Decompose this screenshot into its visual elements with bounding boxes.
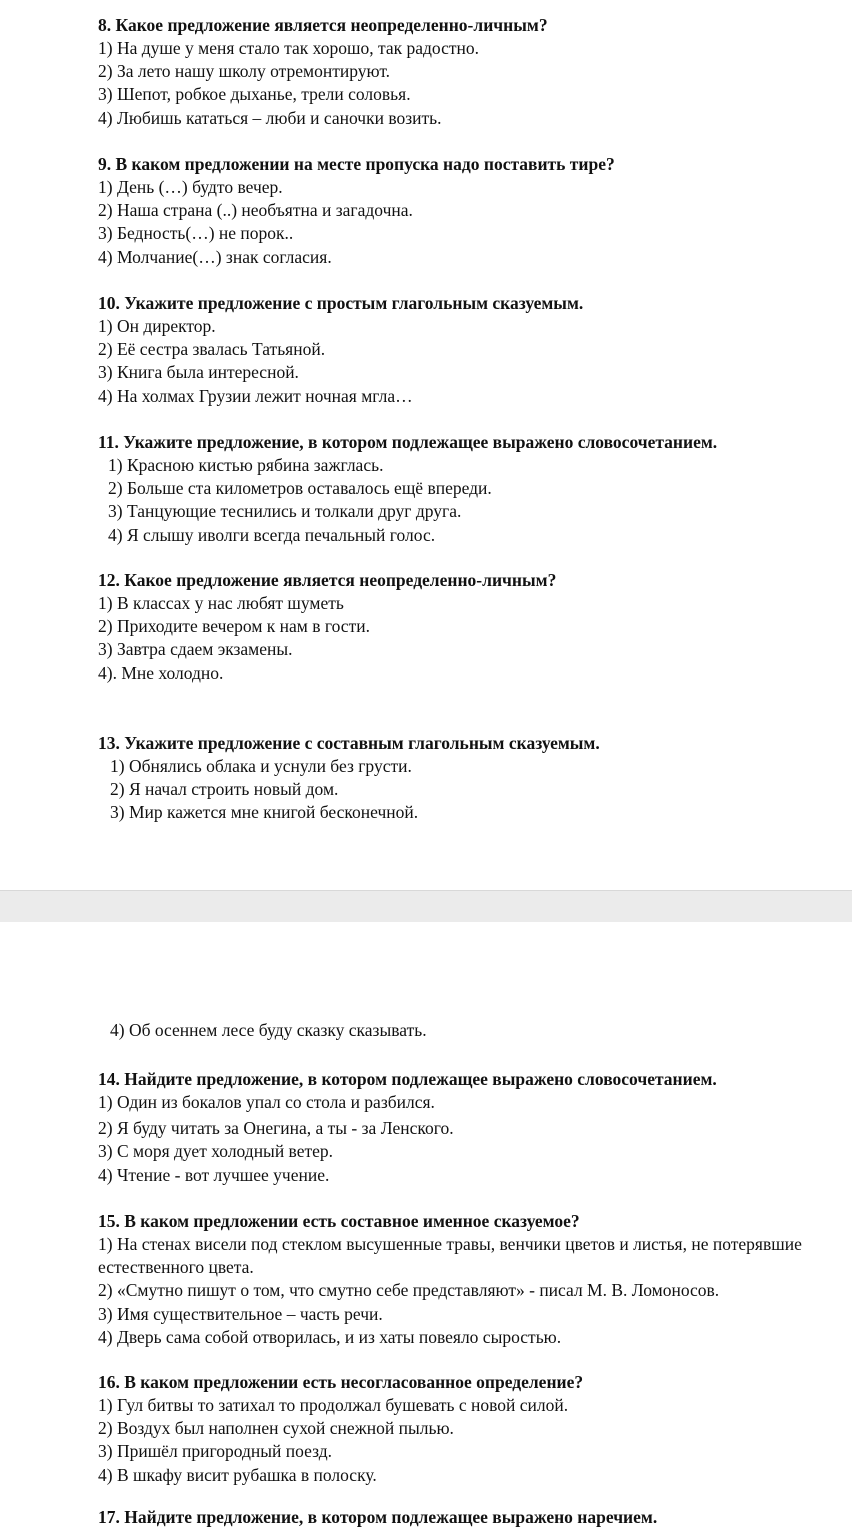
question-13	[98, 732, 842, 825]
answer-option: 2) Воздух был наполнен сухой снежной пылью.	[98, 1418, 454, 1439]
question-10	[98, 292, 842, 408]
answer-option: 4) Я слышу иволги всегда печальный голос.	[108, 524, 436, 545]
answer-option: 4) В шкафу висит рубашка в полоску.	[98, 1464, 377, 1485]
answer-option: 3) С моря дует холодный ветер.	[98, 1141, 334, 1162]
answer-option: 4) На холмах Грузии лежит ночная мгла…	[98, 385, 413, 406]
question-17-title-cut-off: 17. Найдите предложение, в котором подлежащее выражено наречием.	[98, 1507, 658, 1527]
answer-option: 2) Больше ста километров оставалось ещё впереди.	[108, 478, 492, 499]
answer-option: 1) Красною кистью рябина зажглась.	[108, 455, 384, 475]
answer-option: 1) На душе у меня стало так хорошо, так радостно.	[98, 38, 480, 58]
question-title: 13. Укажите предложение с составным глагольным сказуемым.	[98, 733, 600, 753]
page-break-gap	[0, 890, 852, 924]
answer-option: 3) Мир кажется мне книгой бесконечной.	[110, 802, 419, 823]
answer-option: 4) Дверь сама собой отворилась, и из хаты повеяло сыростью.	[98, 1326, 562, 1347]
answer-option: 2) Её сестра звалась Татьяной.	[98, 339, 326, 360]
answer-option: 1) День (…) будто вечер.	[98, 177, 283, 197]
question-14	[98, 1068, 842, 1187]
answer-option: 4) Чтение - вот лучшее учение.	[98, 1164, 330, 1185]
question-13-continued	[98, 1019, 842, 1042]
answer-option: 2) Я начал строить новый дом.	[110, 779, 339, 800]
question-title: 16. В каком предложении есть несогласованное определение?	[98, 1372, 584, 1392]
answer-option: 3) Книга была интересной.	[98, 362, 299, 383]
answer-option: 4) Любишь кататься – люби и саночки возить.	[98, 107, 442, 128]
answer-option: 2) Наша страна (..) необъятна и загадочна.	[98, 200, 413, 221]
answer-option: 1) В классах у нас любят шуметь	[98, 593, 344, 613]
question-16	[98, 1371, 842, 1487]
question-title: 11. Укажите предложение, в котором подлежащее выражено словосочетанием.	[98, 432, 718, 452]
answer-option: 3) Шепот, робкое дыханье, трели соловья.	[98, 84, 411, 105]
question-title: 14. Найдите предложение, в котором подлежащее выражено словосочетанием.	[98, 1069, 717, 1089]
question-8	[98, 14, 842, 130]
answer-option: 2) «Смутно пишут о том, что смутно себе представляют» - писал М. В. Ломоносов.	[98, 1280, 720, 1301]
question-11	[98, 431, 842, 547]
answer-option: 2) Приходите вечером к нам в гости.	[98, 616, 370, 637]
answer-option: 1) Он директор.	[98, 316, 216, 336]
question-15	[98, 1210, 824, 1349]
answer-option: 2) Я буду читать за Онегина, а ты - за Ленского.	[98, 1118, 454, 1139]
answer-option: 1) Обнялись облака и уснули без грусти.	[110, 756, 412, 776]
answer-option: 1) На стенах висели под стеклом высушенные травы, венчики цветов и листья, не потерявшие естественного цвета.	[98, 1234, 802, 1278]
answer-option: 3) Имя существительное – часть речи.	[98, 1303, 383, 1324]
answer-option: 1) Гул битвы то затихал то продолжал бушевать с новой силой.	[98, 1395, 569, 1415]
question-title: 15. В каком предложении есть составное именное сказуемое?	[98, 1211, 580, 1231]
question-12	[98, 569, 842, 685]
answer-option: 4) Молчание(…) знак согласия.	[98, 246, 332, 267]
question-9	[98, 153, 842, 269]
answer-option: 1) Один из бокалов упал со стола и разбился.	[98, 1092, 435, 1112]
question-title: 9. В каком предложении на месте пропуска надо поставить тире?	[98, 154, 615, 174]
answer-option: 3) Пришёл пригородный поезд.	[98, 1441, 332, 1462]
answer-option: 3) Танцующие теснились и толкали друг друга.	[108, 501, 462, 522]
answer-option: 2) За лето нашу школу отремонтируют.	[98, 61, 391, 82]
answer-option: 4) Об осеннем лесе буду сказку сказывать.	[110, 1020, 427, 1040]
answer-option: 4). Мне холодно.	[98, 662, 224, 683]
answer-option: 3) Бедность(…) не порок..	[98, 223, 294, 244]
question-title: 8. Какое предложение является неопределенно-личным?	[98, 15, 548, 35]
question-title: 12. Какое предложение является неопределенно-личным?	[98, 570, 557, 590]
answer-option: 3) Завтра сдаем экзамены.	[98, 639, 293, 660]
question-title: 10. Укажите предложение с простым глагольным сказуемым.	[98, 293, 584, 313]
